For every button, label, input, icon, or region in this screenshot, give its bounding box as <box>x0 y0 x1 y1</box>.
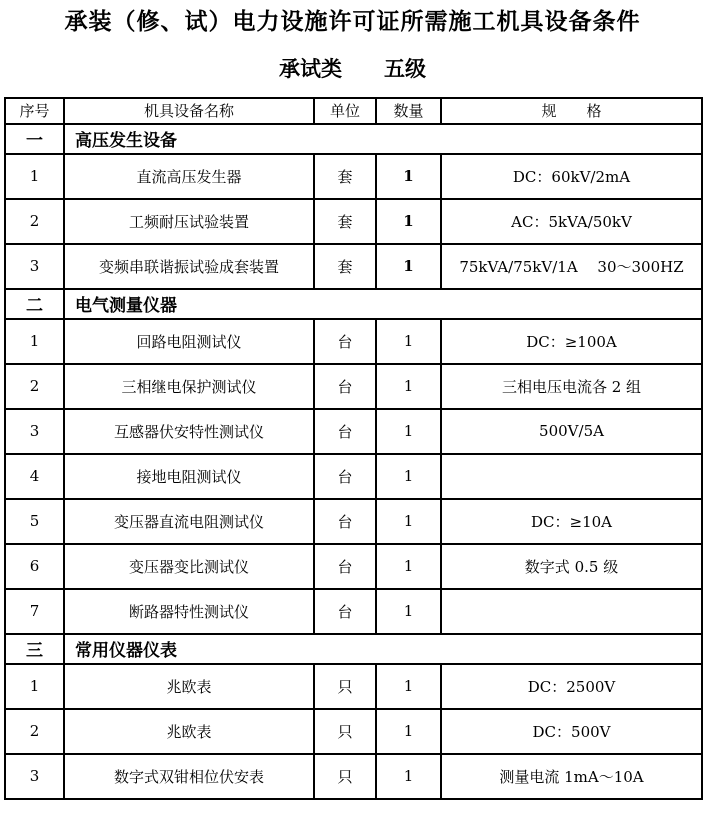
row-no: 1 <box>5 319 64 364</box>
row-name: 工频耐压试验装置 <box>64 199 314 244</box>
row-spec: 数字式 0.5 级 <box>441 544 702 589</box>
row-spec: 500V/5A <box>441 409 702 454</box>
row-qty: 1 <box>376 199 441 244</box>
page-subtitle <box>0 58 705 81</box>
row-unit: 台 <box>314 589 376 634</box>
row-qty: 1 <box>376 244 441 289</box>
row-spec: DC：500V <box>441 709 702 754</box>
row-name: 变压器直流电阻测试仪 <box>64 499 314 544</box>
row-unit: 只 <box>314 709 376 754</box>
row-qty: 1 <box>376 709 441 754</box>
row-unit: 只 <box>314 664 376 709</box>
row-unit: 台 <box>314 319 376 364</box>
row-qty: 1 <box>376 664 441 709</box>
table-row <box>5 664 702 709</box>
table-row <box>5 409 702 454</box>
equipment-table-body <box>5 98 702 799</box>
row-unit: 台 <box>314 409 376 454</box>
row-name: 接地电阻测试仪 <box>64 454 314 499</box>
section-title: 电气测量仪器 <box>64 289 702 319</box>
table-row <box>5 154 702 199</box>
row-name: 断路器特性测试仪 <box>64 589 314 634</box>
row-unit: 台 <box>314 364 376 409</box>
row-name: 兆欧表 <box>64 709 314 754</box>
section-index: 三 <box>5 634 64 664</box>
row-name: 直流高压发生器 <box>64 154 314 199</box>
section-title: 高压发生设备 <box>64 124 702 154</box>
row-unit: 台 <box>314 454 376 499</box>
header-unit: 单位 <box>314 98 376 124</box>
row-spec: AC：5kVA/50kV <box>441 199 702 244</box>
row-spec <box>441 454 702 499</box>
table-row <box>5 544 702 589</box>
row-no: 6 <box>5 544 64 589</box>
row-spec: DC：60kV/2mA <box>441 154 702 199</box>
row-qty: 1 <box>376 154 441 199</box>
table-row <box>5 364 702 409</box>
row-no: 1 <box>5 664 64 709</box>
table-header-row <box>5 98 702 124</box>
row-unit: 台 <box>314 544 376 589</box>
row-unit: 台 <box>314 499 376 544</box>
page-title: 承装（修、试）电力设施许可证所需施工机具设备条件 <box>64 9 641 35</box>
row-spec: DC：≥100A <box>441 319 702 364</box>
row-no: 2 <box>5 709 64 754</box>
row-no: 1 <box>5 154 64 199</box>
row-qty: 1 <box>376 319 441 364</box>
row-qty: 1 <box>376 589 441 634</box>
row-unit: 只 <box>314 754 376 799</box>
row-spec: 测量电流 1mA～10A <box>441 754 702 799</box>
header-spec: 规 格 <box>441 98 702 124</box>
header-no: 序号 <box>5 98 64 124</box>
row-qty: 1 <box>376 544 441 589</box>
row-qty: 1 <box>376 754 441 799</box>
section-row <box>5 124 702 154</box>
section-title: 常用仪器仪表 <box>64 634 702 664</box>
row-no: 4 <box>5 454 64 499</box>
row-qty: 1 <box>376 454 441 499</box>
table-row <box>5 454 702 499</box>
row-spec: 三相电压电流各 2 组 <box>441 364 702 409</box>
row-name: 互感器伏安特性测试仪 <box>64 409 314 454</box>
row-name: 兆欧表 <box>64 664 314 709</box>
row-qty: 1 <box>376 409 441 454</box>
row-spec: 75kVA/75kV/1A 30～300HZ <box>441 244 702 289</box>
header-name: 机具设备名称 <box>64 98 314 124</box>
table-row <box>5 589 702 634</box>
row-no: 3 <box>5 754 64 799</box>
row-name: 回路电阻测试仪 <box>64 319 314 364</box>
table-row <box>5 319 702 364</box>
row-no: 2 <box>5 199 64 244</box>
row-no: 5 <box>5 499 64 544</box>
row-no: 2 <box>5 364 64 409</box>
subtitle-level: 五级 <box>384 57 426 82</box>
row-name: 变频串联谐振试验成套装置 <box>64 244 314 289</box>
row-qty: 1 <box>376 499 441 544</box>
section-row <box>5 634 702 664</box>
table-row <box>5 754 702 799</box>
section-row <box>5 289 702 319</box>
row-unit: 套 <box>314 199 376 244</box>
row-no: 3 <box>5 409 64 454</box>
section-index: 一 <box>5 124 64 154</box>
table-row <box>5 244 702 289</box>
row-name: 变压器变比测试仪 <box>64 544 314 589</box>
row-spec: DC：2500V <box>441 664 702 709</box>
equipment-table <box>4 97 703 800</box>
row-spec <box>441 589 702 634</box>
row-qty: 1 <box>376 364 441 409</box>
row-unit: 套 <box>314 244 376 289</box>
subtitle-category: 承试类 <box>279 57 342 82</box>
row-unit: 套 <box>314 154 376 199</box>
table-row <box>5 709 702 754</box>
header-qty: 数量 <box>376 98 441 124</box>
row-name: 三相继电保护测试仪 <box>64 364 314 409</box>
row-name: 数字式双钳相位伏安表 <box>64 754 314 799</box>
row-spec: DC：≥10A <box>441 499 702 544</box>
row-no: 7 <box>5 589 64 634</box>
table-row <box>5 499 702 544</box>
table-row <box>5 199 702 244</box>
section-index: 二 <box>5 289 64 319</box>
row-no: 3 <box>5 244 64 289</box>
